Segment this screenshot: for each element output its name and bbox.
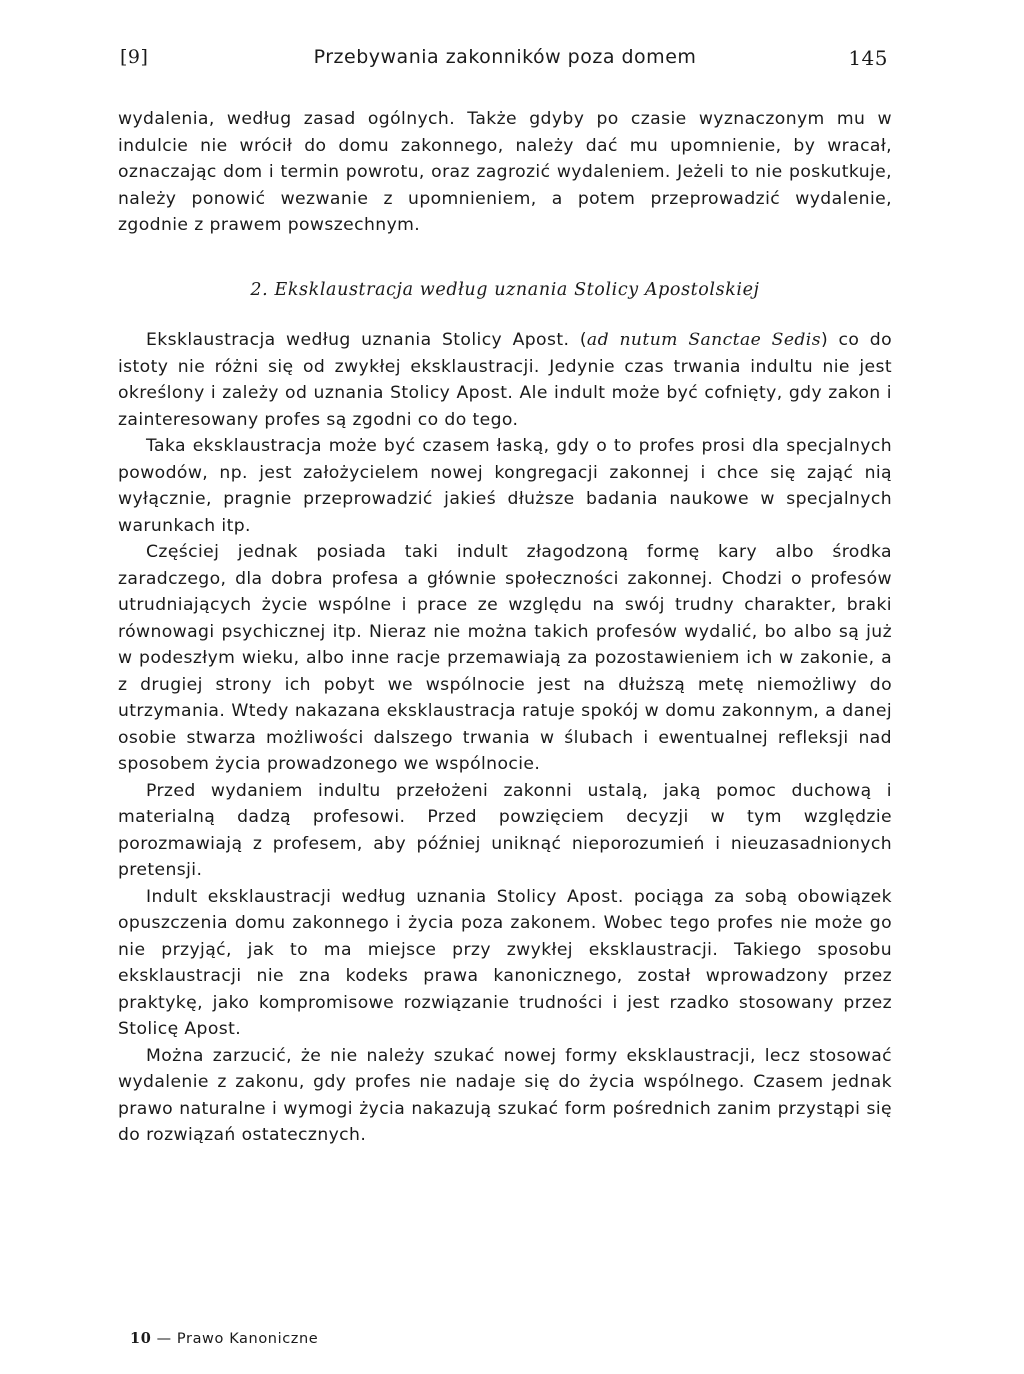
body-text bbox=[118, 106, 892, 1149]
signature-text: — Prawo Kanoniczne bbox=[156, 1331, 319, 1347]
paragraph: Można zarzucić, że nie należy szukać nowej formy eksklaustracji, lecz stosować wydalenie z zakonu, gdy profes nie nadaje się do życia wspólnego. Czasem jednak prawo naturalne i wymogi życia nakazują szukać form pośrednich zanim przystąpi się do rozwiązań ostatecznych. bbox=[118, 1045, 892, 1145]
paragraph-continued: wydalenia, według zasad ogólnych. Także gdyby po czasie wyznaczonym mu w indulcie nie wrócił do domu zakonnego, należy dać mu upomnienie, by wracał, oznaczając dom i termin powrotu, oraz zagrozić wydaleniem. Jeżeli to nie poskutkuje, należy ponowić wezwanie z upomnieniem, a potem przeprowadzić wydalenie, zgodnie z prawem powszechnym. bbox=[118, 109, 892, 235]
running-title: Przebywania zakonników poza domem bbox=[313, 46, 697, 68]
signature-number: 10 bbox=[130, 1330, 152, 1347]
latin-phrase: ad nutum Sanctae Sedis bbox=[586, 330, 821, 350]
paragraph: Przed wydaniem indultu przełożeni zakonni ustalą, jaką pomoc duchową i materialną dadzą profesowi. Przed powzięciem decyzji w tym względzie porozmawiają z profesem, aby później uniknąć nieporozumień i nieuzasadnionych pretensji. bbox=[118, 780, 892, 880]
paragraph: Indult eksklaustracji według uznania Stolicy Apost. pociąga za sobą obowiązek opuszczenia domu zakonnego i życia poza zakonem. Wobec tego profes nie może go nie przyjąć, jak to ma miejsce przy zwykłej eksklaustracji. Takiego sposobu eksklaustracji nie zna kodeks prawa kanonicznego, został wprowadzony przez praktykę, jako kompromisowe rozwiązanie trudności i jest rzadko stosowany przez Stolicę Apost. bbox=[118, 886, 892, 1039]
paragraph: Taka eksklaustracja może być czasem łaską, gdy o to profes prosi dla specjalnych powodów, np. jest założycielem nowej kongregacji zakonnej i chce się zająć nią wyłącznie, pragnie przeprowadzić jakieś dłuższe badania naukowe w specjalnych warunkach itp. bbox=[118, 436, 892, 536]
paragraph-text: ) co do istoty nie różni się od zwykłej eksklaustracji. Jedynie czas trwania indultu nie jest określony i zależy od uznania Stolicy Apost. Ale indult może być cofnięty, gdy zakon i zainteresowany profes są zgodni co do tego. bbox=[118, 330, 892, 430]
signature-footer bbox=[130, 1330, 318, 1347]
section-heading: 2. Eksklaustracja według uznania Stolicy Apostolskiej bbox=[250, 279, 760, 300]
paragraph bbox=[118, 327, 892, 433]
page-number: 145 bbox=[848, 46, 888, 70]
paragraph: Częściej jednak posiada taki indult złagodzoną formę kary albo środka zaradczego, dla dobra profesa a głównie społeczności zakonnej. Chodzi o profesów utrudniających życie wspólne i prace ze względu na swój trudny charakter, braki równowagi psychicznej itp. Nieraz nie można takich profesów wydalić, bo albo są już w podeszłym wieku, albo inne racje przemawiają za pozostawieniem ich w zakonie, a z drugiej strony ich pobyt we wspólnocie jest na dłuższą metę niemożliwy do utrzymania. Wtedy nakazana eksklaustracja ratuje spokój w domu zakonnym, a danej osobie stwarza możliwości dalszego trwania w ślubach i ewentualnej refleksji nad sposobem życia prowadzonego we wspólnocie. bbox=[118, 542, 892, 774]
running-head bbox=[118, 40, 892, 76]
section-marker: [9] bbox=[120, 46, 149, 68]
paragraph-text: Eksklaustracja według uznania Stolicy Apost. ( bbox=[146, 330, 587, 350]
book-page bbox=[118, 40, 892, 1149]
